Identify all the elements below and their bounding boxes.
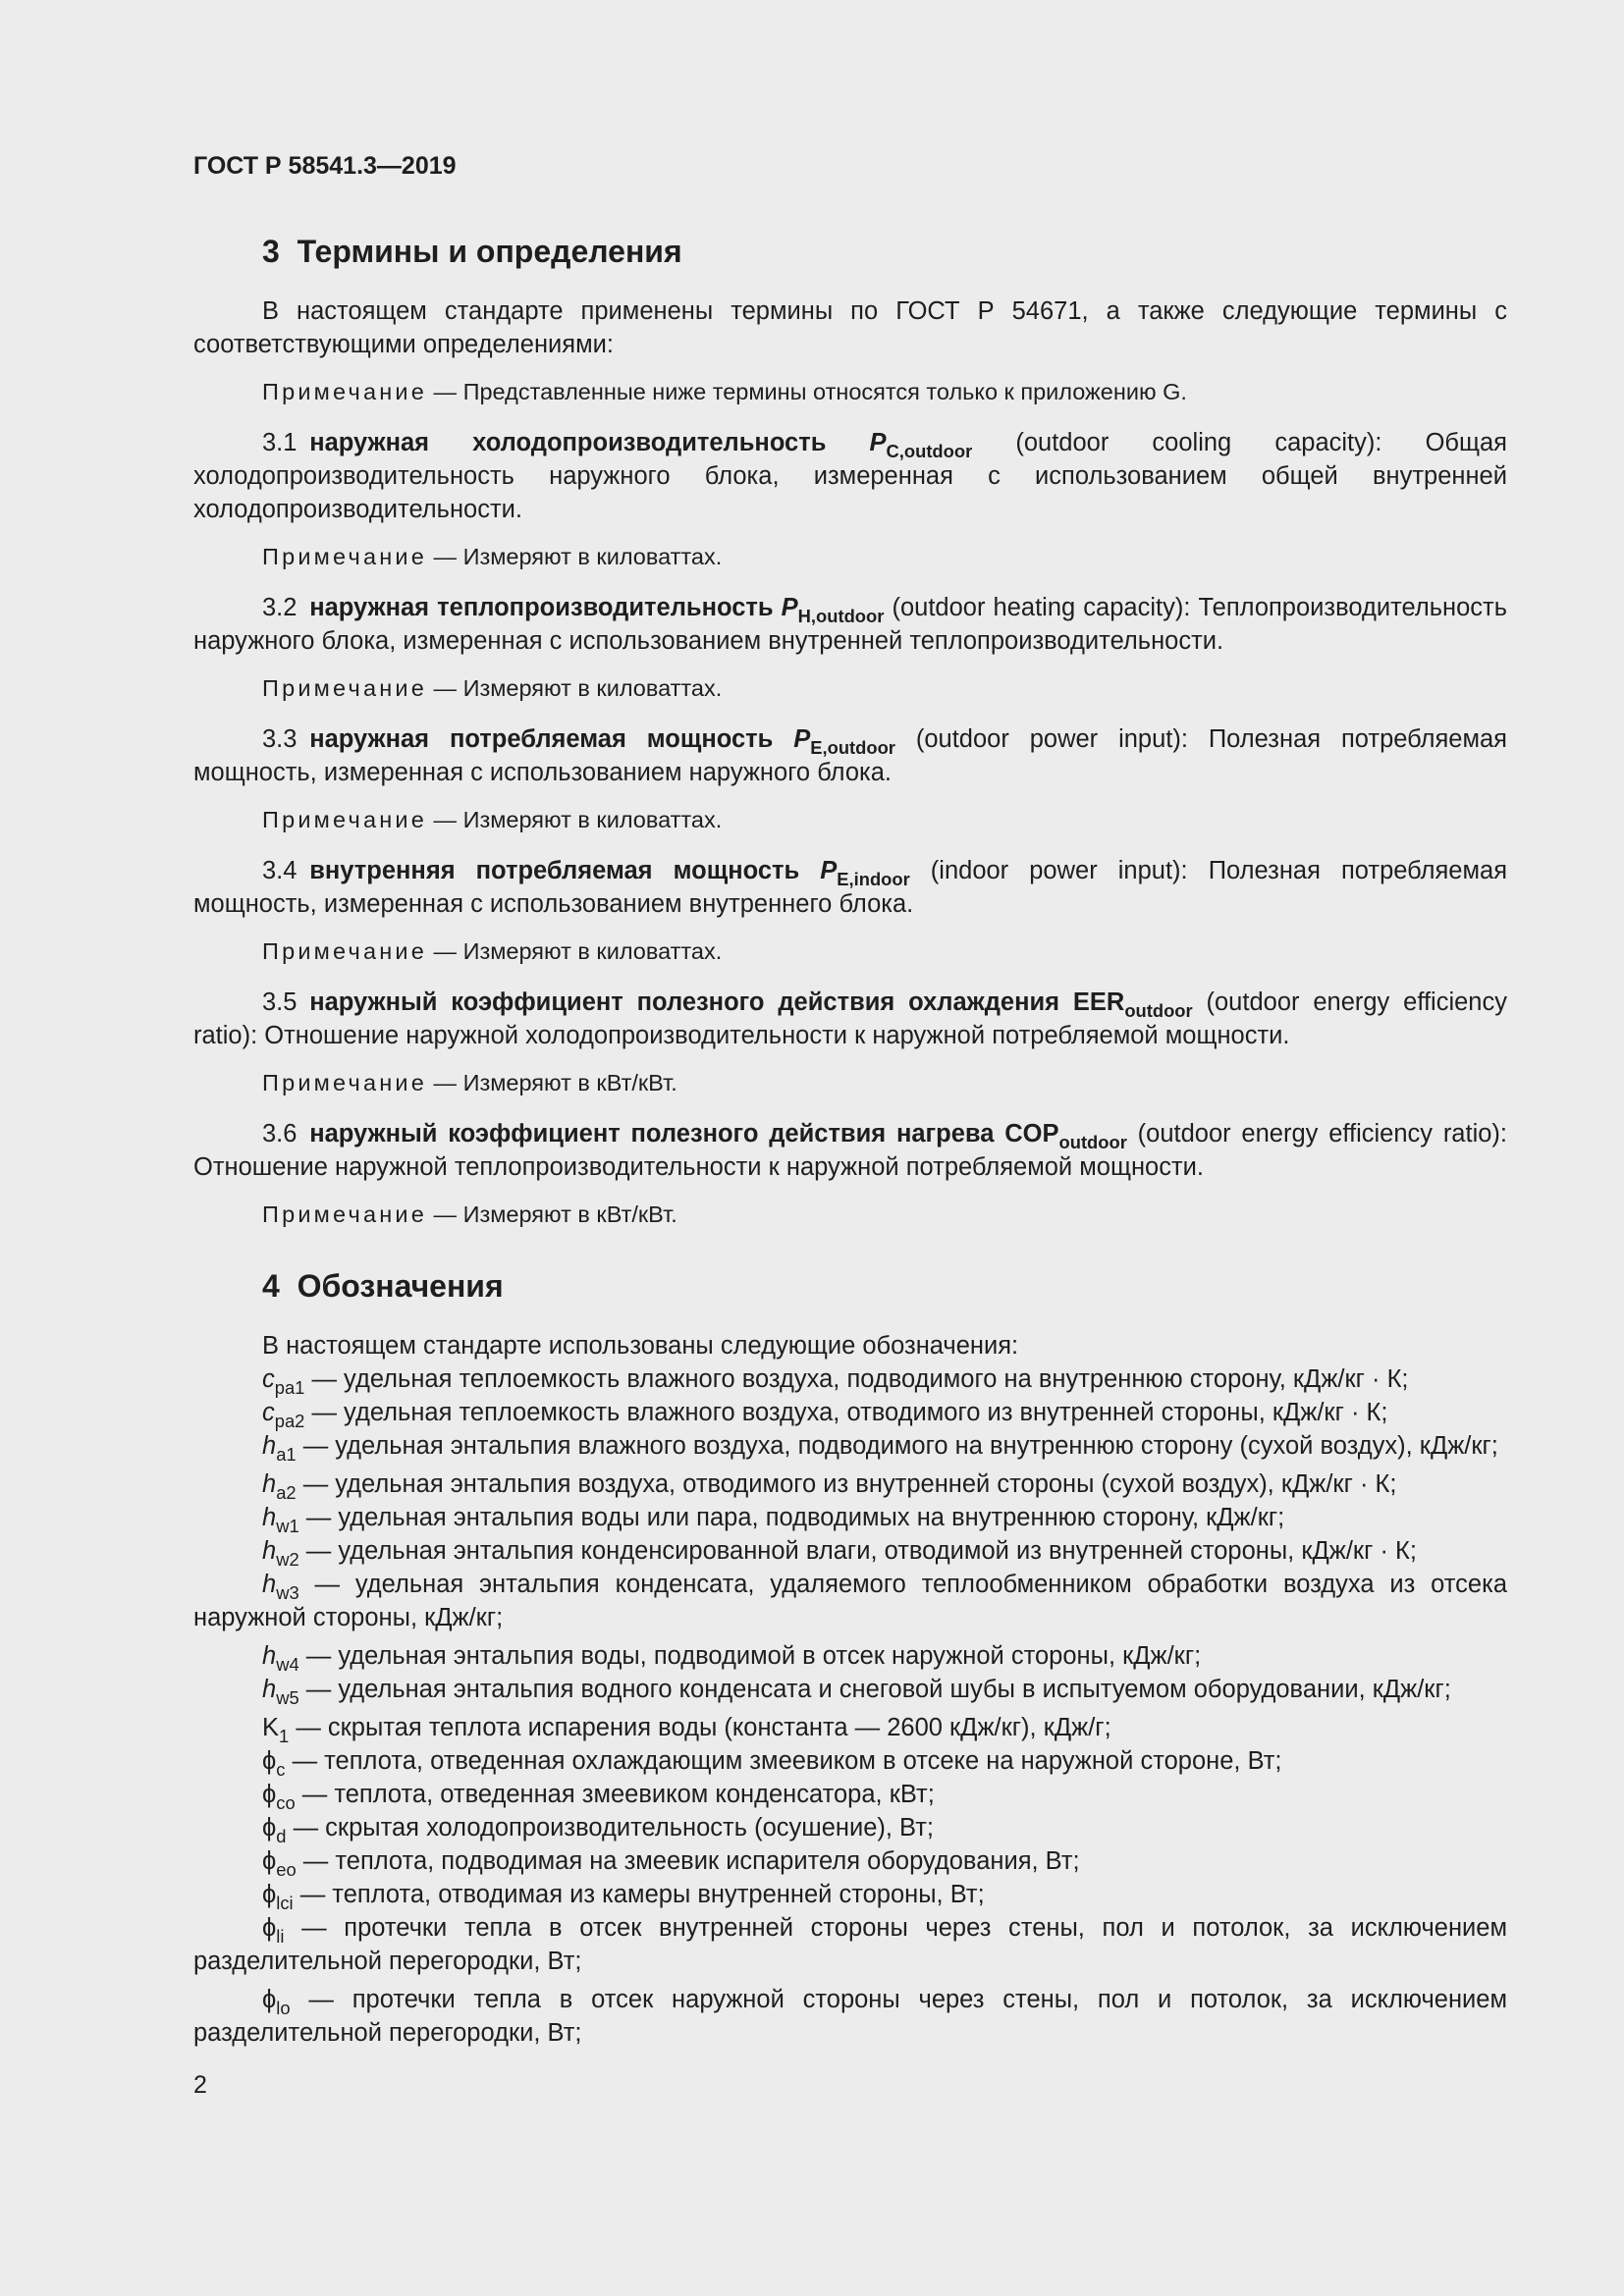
term-number: 3.3: [262, 725, 298, 753]
term-symbol-subscript: E,outdoor: [810, 736, 895, 758]
symbol: K: [262, 1714, 280, 1741]
term-name: [309, 594, 885, 626]
term-name: [309, 988, 1193, 1021]
symbol-definition: [193, 1396, 1507, 1429]
term-text: наружный коэффициент полезного действия охлаждения: [309, 988, 1073, 1016]
symbol-text: — удельная энтальпия воздуха, отводимого из внутренней стороны (сухой воздух), кДж/кг · К;: [296, 1470, 1397, 1498]
symbol-definition: [193, 1568, 1507, 1634]
term-english: (outdoor energy efficiency ratio):: [1126, 1120, 1508, 1148]
symbol-definition: [193, 1429, 1507, 1463]
term-symbol: COP: [1004, 1120, 1059, 1148]
symbols-list: [193, 1362, 1507, 2050]
term-symbol-subscript: E,indoor: [837, 868, 910, 889]
symbol-definition: [193, 1534, 1507, 1568]
symbol-subscript: eo: [276, 1858, 297, 1880]
symbol: c: [262, 1365, 275, 1393]
symbol-text: — скрытая теплота испарения воды (константа — 2600 кДж/кг), кДж/г;: [289, 1714, 1111, 1741]
symbol-text: — удельная энтальпия воды или пара, подводимых на внутреннюю сторону, кДж/кг;: [298, 1504, 1285, 1531]
term-name: [309, 1120, 1127, 1152]
note: [193, 934, 1507, 968]
symbol-subscript: lo: [276, 1997, 291, 2018]
term-english: (outdoor heating capacity):: [884, 594, 1199, 621]
symbol-subscript: w4: [276, 1653, 299, 1675]
symbol: h: [262, 1571, 277, 1598]
symbol-definition: [193, 1811, 1507, 1844]
symbol-text: — удельная энтальпия водного конденсата и снеговой шубы в испытуемом оборудовании, кДж/кг;: [298, 1676, 1451, 1703]
symbol: h: [262, 1642, 277, 1670]
term-symbol: P: [781, 594, 798, 621]
term-symbol-subscript: H,outdoor: [797, 605, 885, 626]
note-text: — Измеряют в киловаттах.: [427, 544, 723, 569]
term-text: наружная теплопроизводительность: [309, 594, 782, 621]
term-symbol: P: [793, 725, 811, 753]
note: [193, 375, 1507, 408]
symbol-text: — удельная энтальпия конденсата, удаляемого теплообменником обработки воздуха из отсека наружной стороны, кДж/кг;: [193, 1571, 1507, 1631]
section-title: Обозначения: [297, 1268, 504, 1304]
term-symbol-subscript: outdoor: [1124, 999, 1193, 1021]
term-english: (outdoor energy efficiency ratio):: [193, 988, 1507, 1049]
symbol-text: — теплота, отведенная охлаждающим змеевиком в отсеке на наружной стороне, Вт;: [285, 1747, 1282, 1775]
symbol-definition: [193, 1911, 1507, 1978]
section-4-heading: [262, 1266, 1507, 1306]
note-label: Примечание: [262, 1201, 428, 1227]
symbol: h: [262, 1504, 277, 1531]
term-name: [309, 429, 973, 461]
note-label: Примечание: [262, 1070, 428, 1095]
symbol-text: — протечки тепла в отсек наружной стороны через стены, пол и потолок, за исключением разделительной перегородки, Вт;: [193, 1986, 1507, 2047]
symbol-definition: [193, 1744, 1507, 1778]
term-symbol-subscript: outdoor: [1058, 1131, 1127, 1152]
note: [193, 671, 1507, 705]
note: [193, 1198, 1507, 1231]
symbol-subscript: co: [276, 1791, 296, 1813]
term-definition-text: Теплопроизводительность наружного блока, измеренная с использованием внутренней теплопроизводительности.: [193, 594, 1507, 655]
symbol-subscript: w1: [276, 1515, 299, 1536]
symbol: h: [262, 1470, 277, 1498]
symbol-subscript: w3: [276, 1581, 299, 1603]
section-number: 4: [262, 1268, 280, 1304]
symbol-definition: [193, 1711, 1507, 1744]
term-definition-text: Полезная потребляемая мощность, измеренная с использованием наружного блока.: [193, 725, 1507, 786]
symbol: c: [262, 1399, 275, 1426]
symbol-subscript: 1: [279, 1725, 290, 1746]
symbol-text: — удельная теплоемкость влажного воздуха, подводимого на внутреннюю сторону, кДж/кг · К;: [304, 1365, 1409, 1393]
symbol-subscript: pa2: [274, 1410, 305, 1431]
note-text: — Измеряют в киловаттах.: [427, 938, 723, 964]
symbol-subscript: li: [276, 1925, 285, 1947]
symbol-definition: [193, 1362, 1507, 1396]
symbol: ϕ: [262, 1881, 277, 1908]
term-number: 3.5: [262, 988, 298, 1016]
symbol-text: — удельная энтальпия конденсированной влаги, отводимой из внутренней стороны, кДж/кг · К;: [298, 1537, 1417, 1565]
term-definition-text: Полезная потребляемая мощность, измеренная с использованием внутреннего блока.: [193, 857, 1508, 918]
term-name: [309, 857, 910, 889]
symbol-text: — скрытая холодопроизводительность (осушение), Вт;: [286, 1814, 934, 1842]
note-text: — Измеряют в кВт/кВт.: [427, 1201, 677, 1227]
page-body: [193, 232, 1507, 2055]
note-label: Примечание: [262, 807, 428, 832]
symbol-text: — удельная энтальпия влажного воздуха, подводимого на внутреннюю сторону (сухой воздух), кДж/кг;: [296, 1432, 1498, 1460]
note-text: — Измеряют в киловаттах.: [427, 675, 723, 701]
term-definition-text: Общая холодопроизводительность наружного блока, измеренная с использованием общей внутренней холодопроизводительности.: [193, 429, 1507, 523]
symbol-subscript: w5: [276, 1686, 299, 1708]
note-text: — Измеряют в киловаттах.: [427, 807, 723, 832]
term-english: (indoor power input):: [909, 857, 1209, 884]
symbol-subscript: lci: [276, 1892, 294, 1913]
symbol-definition: [193, 1501, 1507, 1534]
note-label: Примечание: [262, 544, 428, 569]
note-label: Примечание: [262, 675, 428, 701]
symbol: ϕ: [262, 1814, 277, 1842]
symbol-definition: [193, 1468, 1507, 1501]
term-number: 3.2: [262, 594, 298, 621]
symbol: ϕ: [262, 1847, 277, 1875]
symbol-subscript: d: [276, 1825, 287, 1846]
terms-list: [193, 426, 1507, 1231]
symbol-subscript: w2: [276, 1548, 299, 1570]
term-definition: [193, 722, 1507, 789]
symbol-text: — удельная энтальпия воды, подводимой в отсек наружной стороны, кДж/кг;: [298, 1642, 1202, 1670]
note-text: — Представленные ниже термины относятся только к приложению G.: [427, 379, 1187, 404]
symbol-subscript: a1: [276, 1443, 297, 1465]
term-text: наружная холодопроизводительность: [309, 429, 870, 456]
note-label: Примечание: [262, 379, 428, 404]
symbol-definition: [193, 1673, 1507, 1706]
document-code-header: ГОСТ Р 58541.3—2019: [193, 152, 457, 180]
term-symbol: P: [820, 857, 838, 884]
section-number: 3: [262, 234, 280, 269]
symbol-definition: [193, 1844, 1507, 1878]
section-4-intro: В настоящем стандарте использованы следующие обозначения:: [262, 1332, 1019, 1360]
section-3-heading: [262, 232, 1507, 271]
symbol: ϕ: [262, 1781, 277, 1808]
section-title: Термины и определения: [297, 234, 682, 269]
term-english: (outdoor power input):: [894, 725, 1209, 753]
symbol: h: [262, 1432, 277, 1460]
term-symbol: P: [869, 429, 887, 456]
note-label: Примечание: [262, 938, 428, 964]
term-number: 3.6: [262, 1120, 298, 1148]
symbol: ϕ: [262, 1747, 277, 1775]
symbol-text: — протечки тепла в отсек внутренней стороны через стены, пол и потолок, за исключением разделительной перегородки, Вт;: [193, 1914, 1507, 1975]
term-definition: [193, 986, 1507, 1052]
symbol-subscript: pa1: [274, 1376, 305, 1398]
section-3-intro: В настоящем стандарте применены термины по ГОСТ Р 54671, а также следующие термины с соответствующими определениями:: [193, 297, 1507, 358]
note: [193, 1066, 1507, 1099]
symbol: ϕ: [262, 1986, 277, 2013]
term-text: наружный коэффициент полезного действия нагрева: [309, 1120, 1005, 1148]
term-number: 3.4: [262, 857, 298, 884]
note: [193, 540, 1507, 573]
symbol-subscript: a2: [276, 1481, 297, 1503]
term-definition: [193, 854, 1507, 921]
symbol-definition: [193, 1778, 1507, 1811]
symbol-text: — теплота, отведенная змеевиком конденсатора, кВт;: [295, 1781, 935, 1808]
symbol: ϕ: [262, 1914, 277, 1942]
symbol-text: — удельная теплоемкость влажного воздуха, отводимого из внутренней стороны, кДж/кг · К;: [304, 1399, 1388, 1426]
note-text: — Измеряют в кВт/кВт.: [427, 1070, 677, 1095]
term-name: [309, 725, 895, 758]
symbol: h: [262, 1537, 277, 1565]
term-text: наружная потребляемая мощность: [309, 725, 794, 753]
symbol-definition: [193, 1878, 1507, 1911]
term-definition-text: Отношение наружной холодопроизводительности к наружной потребляемой мощности.: [264, 1022, 1290, 1049]
term-definition: [193, 426, 1507, 526]
term-definition: [193, 591, 1507, 658]
term-english: (outdoor cooling capacity):: [972, 429, 1426, 456]
symbol-definition: [193, 1639, 1507, 1673]
symbol: h: [262, 1676, 277, 1703]
symbol-definition: [193, 1983, 1507, 2050]
symbol-text: — теплота, подводимая на змеевик испарителя оборудования, Вт;: [296, 1847, 1080, 1875]
term-symbol-subscript: C,outdoor: [886, 440, 973, 461]
term-text: внутренняя потребляемая мощность: [309, 857, 821, 884]
note: [193, 803, 1507, 836]
symbol-text: — теплота, отводимая из камеры внутренней стороны, Вт;: [293, 1881, 985, 1908]
page-number: 2: [193, 2071, 207, 2099]
term-definition-text: Отношение наружной теплопроизводительности к наружной потребляемой мощности.: [193, 1153, 1204, 1181]
term-symbol: EER: [1072, 988, 1125, 1016]
term-number: 3.1: [262, 429, 298, 456]
symbol-subscript: c: [276, 1758, 286, 1780]
term-definition: [193, 1117, 1507, 1184]
